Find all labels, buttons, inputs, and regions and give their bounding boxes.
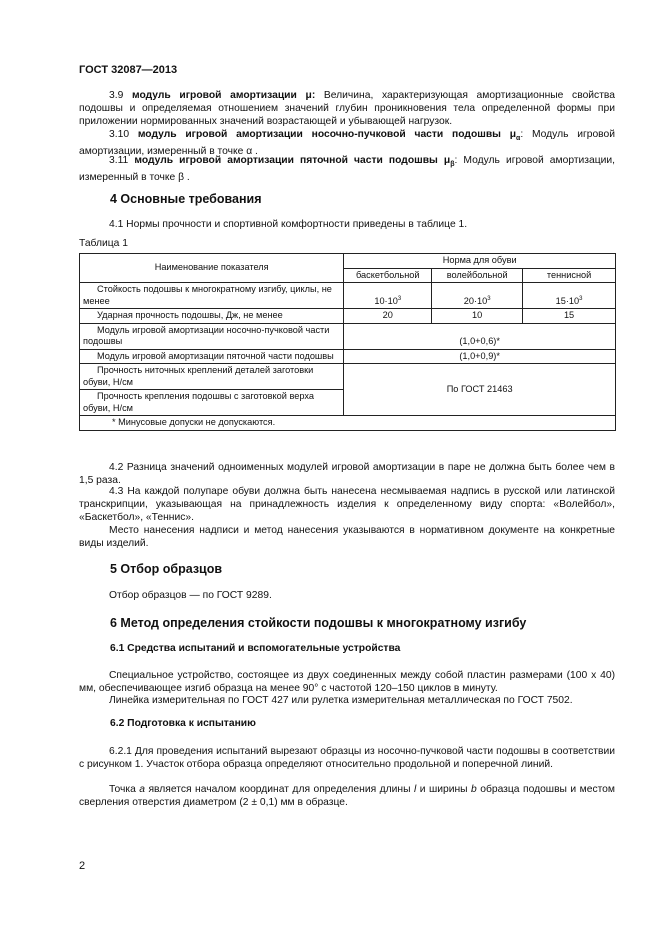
cell-value: (1,0+0,6)* [344,323,616,349]
paragraph-4-1: 4.1 Нормы прочности и спортивной комфортности приведены в таблице 1. [109,219,468,230]
paragraph-6-1-a: Специальное устройство, состоящее из двух соединенных между собой пластин размерами (100 x 40) мм, обеспечивающее изгиб образца на менее 90° с частотой 120–150 циклов в минуту. [79,670,615,695]
table-row [80,309,616,324]
cell-value: 10 [432,309,523,324]
table-caption: Таблица 1 [79,238,128,249]
cell-value: $20\cdot 10^3$ [432,283,523,309]
table-header-row [80,254,616,269]
cell-value: (1,0+0,9)* [344,349,616,364]
cell-value: $15\cdot 10^3$ [523,283,616,309]
page-number: 2 [79,860,86,872]
paragraph-4-3: 4.3 На каждой полупаре обуви должна быть нанесена несмываемая надпись в русской или латинской транскрипции, указывающая на принадлежность изделия к определенному виду спорта: «Волейбол», «Баскетбол», «Теннис». [79,486,615,524]
table-note: * Минусовые допуски не допускаются. [80,416,616,431]
section-4-title: 4 Основные требования [110,192,262,206]
paragraph-4-3-b: Место нанесения надписи и метод нанесения указываются в нормативном документе на конкретные виды изделий. [79,525,615,550]
definition-3-10: 3.10 модуль игровой амортизации носочно-пучковой части подошвы $\mu_\alpha$: Модуль игровой амортизации, измеренный в точке α . [79,129,616,158]
row-label: Прочность крепления подошвы с заготовкой верха обуви, Н/см [80,390,344,416]
section-6-2-title: 6.2 Подготовка к испытанию [110,718,256,729]
cell-value: 15 [523,309,616,324]
section-6-1-title: 6.1 Средства испытаний и вспомогательные устройства [110,643,401,654]
table-row [80,349,616,364]
header-indicator-name: Наименование показателя [80,254,344,283]
paragraph-4-2: 4.2 Разница значений одноименных модулей игровой амортизации в паре не должна быть более чем в 1,5 раза. [79,462,615,487]
definition-3-9: 3.9 модуль игровой амортизации μ: Величина, характеризующая амортизационные свойства подошвы и определяемая отношением значений глубин проникновения тела определенной формы при приложении нормированных значений возрастающей и убывающей нагрузок. [79,90,615,128]
table-row [80,323,616,349]
document-header: ГОСТ 32087—2013 [79,64,178,76]
section-6-title: 6 Метод определения стойкости подошвы к многократному изгибу [110,616,527,630]
definition-3-11: 3.11 модуль игровой амортизации пяточной части подошвы $\mu_\beta$: Модуль игровой амортизации, измеренный в точке β . [79,155,616,184]
table-note-row [80,416,616,431]
row-label: Модуль игровой амортизации носочно-пучковой части подошвы [80,323,344,349]
table-row [80,364,616,390]
norms-table [79,253,616,431]
table-row [80,283,616,309]
header-volleyball: волейбольной [432,268,523,283]
paragraph-6-2-1-b: Точка a является началом координат для определения длины l и ширины b образца подошвы и местом сверления отверстия диаметром (2 ± 0,1) мм в образце. [79,784,615,809]
header-norm: Норма для обуви [344,254,616,269]
paragraph-6-1-b: Линейка измерительная по ГОСТ 427 или рулетка измерительная металлическая по ГОСТ 7502. [109,695,573,706]
row-label: Ударная прочность подошвы, Дж, не менее [80,309,344,324]
row-label: Прочность ниточных креплений деталей заготовки обуви, Н/см [80,364,344,390]
cell-value: 20 [344,309,432,324]
paragraph-5: Отбор образцов — по ГОСТ 9289. [109,590,272,601]
header-tennis: теннисной [523,268,616,283]
row-label: Модуль игровой амортизации пяточной части подошвы [80,349,344,364]
header-basketball: баскетбольной [344,268,432,283]
row-label: Стойкость подошвы к многократному изгибу, циклы, не менее [80,283,344,309]
paragraph-6-2-1: 6.2.1 Для проведения испытаний вырезают образцы из носочно-пучковой части подошвы в соответствии с рисунком 1. Участок отбора образца определяют относительно продольной и поперечной линий. [79,746,615,771]
section-5-title: 5 Отбор образцов [110,562,223,576]
cell-value: По ГОСТ 21463 [344,364,616,416]
cell-value: $10\cdot 10^3$ [344,283,432,309]
